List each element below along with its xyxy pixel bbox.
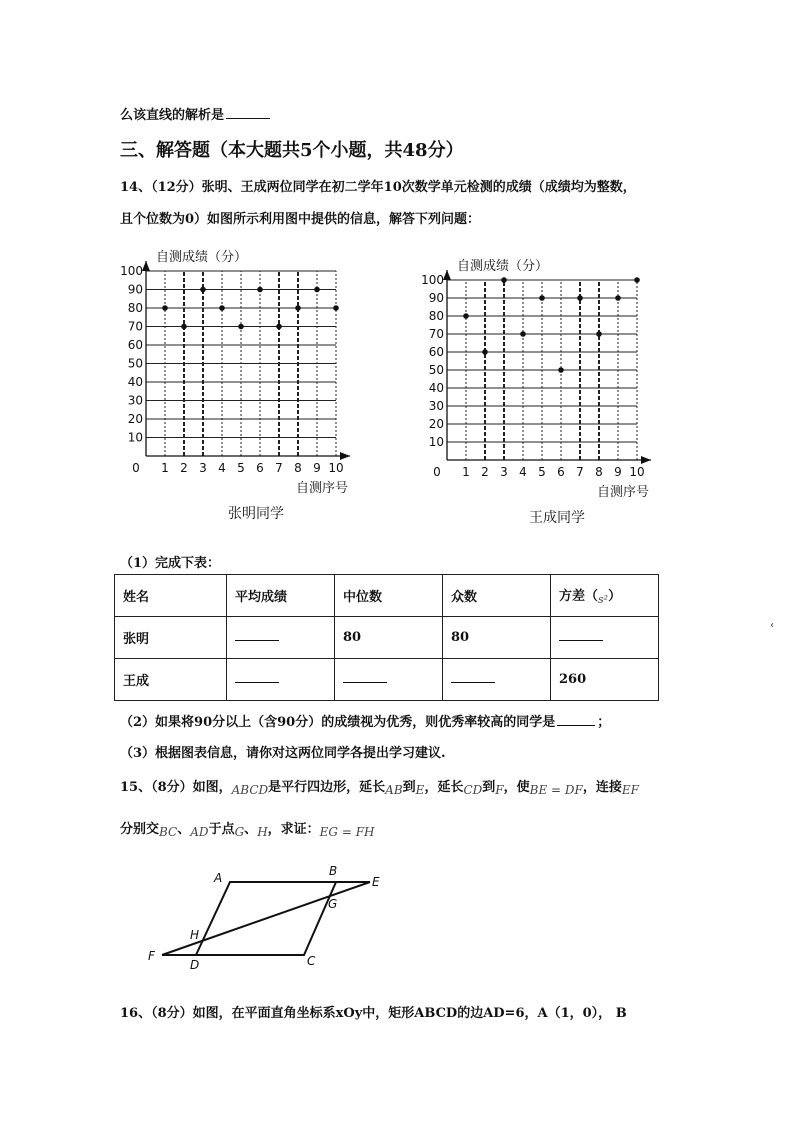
variance-close: ） bbox=[608, 589, 622, 604]
x-tick-label: 4 bbox=[519, 465, 527, 479]
parallelogram-figure bbox=[140, 858, 400, 978]
data-point bbox=[615, 295, 621, 301]
x-tick-label: 9 bbox=[313, 461, 321, 475]
part2-text: （2）如果将90分以上（含90分）的成绩视为优秀，则优秀率较高的同学是 bbox=[120, 715, 556, 730]
x-axis-label: 自测序号 bbox=[597, 485, 650, 500]
row1-average[interactable] bbox=[227, 617, 335, 659]
y-tick-label: 60 bbox=[127, 338, 143, 352]
y-tick-label: 100 bbox=[421, 273, 444, 287]
label-c: C bbox=[307, 954, 316, 968]
q14-line2: 且个位数为0）如图所示利用图中提供的信息，解答下列问题： bbox=[120, 212, 481, 227]
header-average: 平均成绩 bbox=[227, 575, 335, 617]
table-row bbox=[115, 617, 659, 659]
y-tick-label: 20 bbox=[127, 412, 143, 426]
header-variance-label: 方差（ bbox=[559, 589, 599, 604]
segment-ef bbox=[162, 882, 370, 955]
data-point bbox=[200, 287, 206, 293]
part3-line: （3）根据图表信息，请你对这两位同学各提出学习建议. bbox=[120, 746, 446, 761]
intro-line bbox=[120, 104, 272, 123]
y-tick-label: 30 bbox=[428, 399, 444, 413]
y-tick-label: 100 bbox=[120, 264, 143, 278]
math-ef: EF bbox=[621, 783, 639, 797]
q14-line1: 14、（12分）张明、王成两位同学在初二学年10次数学单元检测的成绩（成绩均为整数， bbox=[120, 180, 636, 195]
row2-mode[interactable] bbox=[443, 659, 551, 701]
y-axis-arrow bbox=[142, 261, 150, 271]
data-point bbox=[257, 287, 263, 293]
data-point bbox=[314, 287, 320, 293]
label-f: F bbox=[148, 949, 155, 963]
q15-text: ，连接 bbox=[582, 780, 622, 795]
math-bc: BC bbox=[159, 825, 178, 839]
row2-average[interactable] bbox=[227, 659, 335, 701]
y-tick-label: 80 bbox=[428, 309, 444, 323]
data-point bbox=[501, 277, 507, 283]
blank-line bbox=[235, 630, 279, 641]
y-axis-label: 自测成绩（分） bbox=[457, 259, 549, 274]
x-tick-label: 3 bbox=[500, 465, 508, 479]
y-tick-label: 60 bbox=[428, 345, 444, 359]
row2-variance: 260 bbox=[551, 659, 659, 701]
q15-text: 是平行四边形，延长 bbox=[268, 780, 386, 795]
label-h: H bbox=[190, 928, 200, 942]
data-point bbox=[238, 324, 244, 330]
y-tick-label: 80 bbox=[127, 301, 143, 315]
y-tick-label: 20 bbox=[428, 417, 444, 431]
x-tick-label: 3 bbox=[199, 461, 207, 475]
math-e: E bbox=[415, 783, 425, 797]
blank-line bbox=[559, 630, 603, 641]
label-d: D bbox=[190, 958, 200, 972]
y-tick-label: 50 bbox=[428, 363, 444, 377]
math-h: H bbox=[257, 825, 268, 839]
math-g: G bbox=[234, 825, 245, 839]
answer-blank[interactable] bbox=[557, 713, 595, 726]
part1-label: （1）完成下表： bbox=[120, 556, 221, 571]
y-tick-label: 70 bbox=[428, 327, 444, 341]
q15-text: ，使 bbox=[503, 780, 530, 795]
y-tick-label: 10 bbox=[428, 435, 444, 449]
label-a: A bbox=[214, 871, 223, 885]
y-tick-label: 10 bbox=[127, 430, 143, 445]
x-tick-label: 1 bbox=[462, 465, 470, 479]
q15-text: 到 bbox=[482, 780, 496, 795]
part2-line bbox=[120, 711, 610, 730]
data-point bbox=[596, 331, 602, 337]
math-be-df: BE = DF bbox=[529, 783, 583, 797]
q15-line1 bbox=[120, 776, 639, 797]
label-b: B bbox=[329, 864, 338, 878]
x-tick-label: 5 bbox=[237, 461, 245, 475]
data-point bbox=[539, 295, 545, 301]
data-point bbox=[333, 305, 339, 311]
x-tick-label: 2 bbox=[180, 461, 188, 475]
header-name: 姓名 bbox=[115, 575, 227, 617]
x-tick-label: 7 bbox=[576, 465, 584, 479]
x-tick-label: 10 bbox=[328, 461, 344, 475]
data-point bbox=[520, 331, 526, 337]
header-mode: 众数 bbox=[443, 575, 551, 617]
x-tick-label: 5 bbox=[538, 465, 546, 479]
x-axis-arrow bbox=[340, 452, 350, 460]
y-tick-label: 90 bbox=[428, 291, 444, 305]
q15-text: ，求证： bbox=[267, 822, 320, 837]
data-point bbox=[634, 277, 640, 283]
row1-name: 张明 bbox=[115, 617, 227, 659]
data-point bbox=[276, 324, 282, 330]
row1-median: 80 bbox=[335, 617, 443, 659]
x-tick-label: 6 bbox=[557, 465, 565, 479]
data-point bbox=[162, 305, 168, 311]
q15-text: 于点 bbox=[208, 822, 235, 837]
y-tick-label: 40 bbox=[127, 375, 143, 389]
answer-blank[interactable] bbox=[226, 106, 270, 119]
row2-name: 王成 bbox=[115, 659, 227, 701]
answer-table bbox=[114, 574, 659, 701]
q15-text: ，延长 bbox=[424, 780, 464, 795]
section-title: 三、解答题（本大题共5个小题，共48分） bbox=[120, 140, 464, 161]
y-axis-label: 自测成绩（分） bbox=[156, 250, 248, 265]
x-tick-label: 10 bbox=[629, 465, 645, 479]
x-tick-label: 8 bbox=[294, 461, 302, 475]
x-tick-label: 1 bbox=[161, 461, 169, 475]
y-tick-label: 30 bbox=[127, 393, 143, 408]
variance-symbol: s² bbox=[598, 593, 609, 606]
data-point bbox=[558, 367, 564, 373]
table-row bbox=[115, 659, 659, 701]
data-point bbox=[463, 313, 469, 319]
data-point bbox=[181, 324, 187, 330]
x-tick-label: 6 bbox=[256, 461, 264, 475]
math-ad: AD bbox=[190, 825, 209, 839]
blank-line bbox=[343, 672, 387, 683]
q15-text: 、 bbox=[244, 822, 258, 837]
chart-wangcheng bbox=[421, 258, 651, 526]
data-point bbox=[295, 305, 301, 311]
data-point bbox=[577, 295, 583, 301]
data-point bbox=[482, 349, 488, 355]
data-point bbox=[219, 305, 225, 311]
blank-line bbox=[451, 672, 495, 683]
math-ab: AB bbox=[385, 783, 403, 797]
x-tick-label: 4 bbox=[218, 461, 226, 475]
x-tick-label: 8 bbox=[595, 465, 603, 479]
x-tick-label: 2 bbox=[481, 465, 489, 479]
row1-variance[interactable] bbox=[551, 617, 659, 659]
stray-mark: ‹ bbox=[770, 620, 774, 631]
y-tick-label: 70 bbox=[127, 319, 143, 334]
math-eg-fh: EG = FH bbox=[319, 825, 375, 839]
origin-label: 0 bbox=[132, 461, 140, 475]
y-axis-arrow bbox=[443, 270, 451, 280]
q16-line: 16、（8分）如图，在平面直角坐标系xOy中，矩形ABCD的边AD=6，A（1，0）， B bbox=[120, 1006, 627, 1021]
label-e: E bbox=[372, 875, 380, 889]
math-abcd: ABCD bbox=[231, 783, 269, 797]
y-tick-label: 50 bbox=[127, 356, 143, 371]
header-variance bbox=[551, 575, 659, 617]
y-tick-label: 90 bbox=[127, 282, 143, 297]
origin-label: 0 bbox=[433, 465, 441, 479]
table-header-row bbox=[115, 575, 659, 617]
x-tick-label: 9 bbox=[614, 465, 622, 479]
x-tick-label: 7 bbox=[275, 461, 283, 475]
header-median: 中位数 bbox=[335, 575, 443, 617]
chart-caption: 王成同学 bbox=[529, 510, 585, 526]
math-cd: CD bbox=[463, 783, 483, 797]
row1-mode: 80 bbox=[443, 617, 551, 659]
blank-line bbox=[235, 672, 279, 683]
part2-end: ； bbox=[597, 715, 611, 730]
label-g: G bbox=[328, 897, 338, 911]
q15-text: 到 bbox=[402, 780, 416, 795]
chart-zhangming bbox=[120, 249, 350, 522]
q15-text: 15、（8分）如图， bbox=[120, 780, 232, 795]
x-axis-arrow bbox=[641, 456, 651, 464]
q15-text: 分别交 bbox=[120, 822, 160, 837]
math-f: F bbox=[495, 783, 504, 797]
q15-text: 、 bbox=[177, 822, 191, 837]
q15-line2 bbox=[120, 818, 375, 839]
intro-text: 么该直线的解析是 bbox=[120, 108, 225, 123]
row2-median[interactable] bbox=[335, 659, 443, 701]
chart-caption: 张明同学 bbox=[228, 506, 284, 522]
y-tick-label: 40 bbox=[428, 381, 444, 395]
x-axis-label: 自测序号 bbox=[296, 481, 349, 496]
